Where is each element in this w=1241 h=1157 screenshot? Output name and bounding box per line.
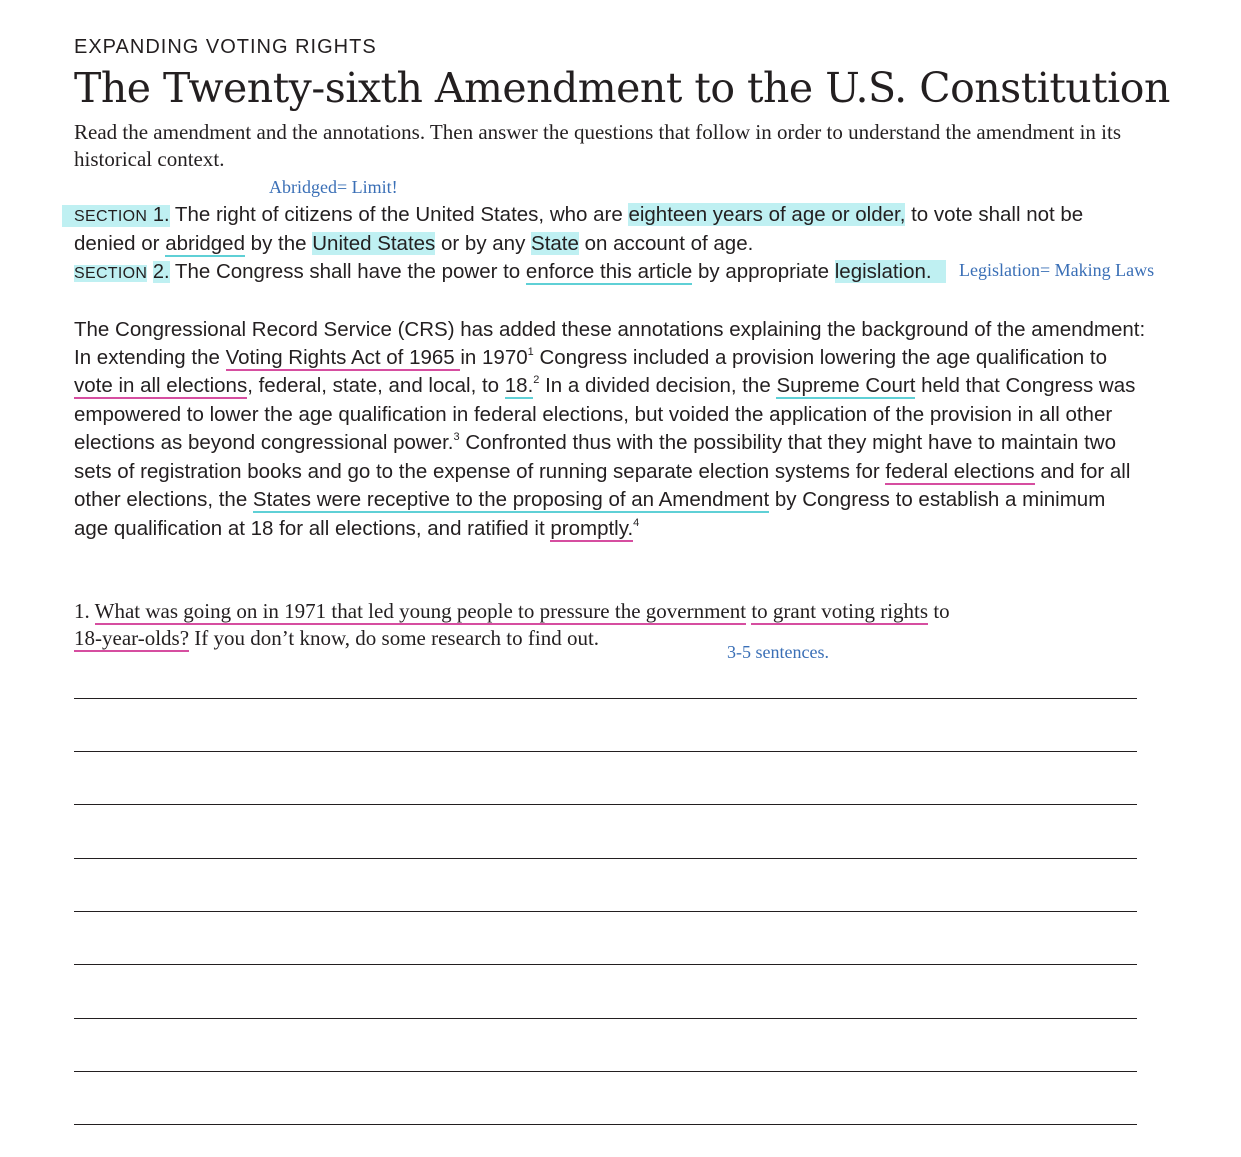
section-2-label: SECTION (74, 265, 148, 282)
section-1-number: 1. (152, 204, 170, 226)
crs-text: other elections, the (74, 488, 253, 511)
underline-enforce: enforce this article (525, 260, 693, 283)
question-number: 1. (74, 599, 95, 623)
section-2-text-b: by appropriate (692, 260, 835, 283)
question-1-line-2 (74, 625, 599, 652)
section-2-line (74, 258, 946, 288)
text-or-by-any: or by any (435, 232, 532, 255)
underline-voting-rights-act: Voting Rights Act of 1965 (225, 346, 461, 369)
answer-line[interactable] (74, 1071, 1137, 1072)
crs-line-1: The Congressional Record Service (CRS) has added these annotations explaining the background of the amendment: (74, 318, 1146, 341)
section-1-text-end: to vote shall not be (905, 203, 1084, 226)
section-1-text: The right of citizens of the United States, who are (169, 203, 629, 226)
section-1-line-2 (74, 230, 753, 258)
crs-text: and for all (1034, 460, 1131, 483)
highlight-legislation: legislation. (835, 260, 946, 283)
crs-line-5 (74, 429, 1116, 457)
underline-18: 18. (504, 374, 534, 397)
question-text: to (928, 599, 950, 623)
note-sentences: 3-5 sentences. (727, 642, 829, 662)
question-text: If you don’t know, do some research to find out. (189, 626, 600, 650)
footnote-2: 2 (533, 374, 540, 386)
crs-line-7 (74, 486, 1105, 514)
page-title: The Twenty-sixth Amendment to the U.S. Constitution (74, 64, 1170, 112)
answer-line[interactable] (74, 1018, 1137, 1019)
answer-line[interactable] (74, 1124, 1137, 1125)
crs-text: in 1970 (460, 346, 528, 369)
underline-promptly: promptly. (550, 517, 634, 540)
footnote-1: 1 (527, 346, 534, 358)
answer-line[interactable] (74, 698, 1137, 699)
crs-text: In extending the (74, 346, 226, 369)
text-by-the: by the (244, 232, 313, 255)
section-kicker: EXPANDING VOTING RIGHTS (74, 36, 377, 58)
answer-line[interactable] (74, 751, 1137, 752)
underline-question-a: What was going on in 1971 that led young people to pressure the government (94, 599, 747, 623)
footnote-3: 3 (453, 431, 460, 443)
note-abridged: Abridged= Limit! (269, 177, 398, 197)
question-1-line-1 (74, 598, 950, 625)
answer-line[interactable] (74, 911, 1137, 912)
crs-line-2 (74, 344, 1107, 372)
section-1-label: SECTION (74, 208, 148, 225)
highlight-state: State (531, 232, 579, 255)
section-2-text: The Congress shall have the power to (169, 260, 526, 283)
section-2-number: 2. (152, 261, 170, 283)
answer-line[interactable] (74, 804, 1137, 805)
text-denied: denied or (74, 232, 166, 255)
answer-line[interactable] (74, 964, 1137, 965)
crs-text: Confronted thus with the possibility that they might have to maintain two (459, 431, 1116, 454)
crs-line-4: empowered to lower the age qualification in federal elections, but voided the application of the provision in all other (74, 403, 1113, 426)
underline-18-year-olds: 18-year-olds? (74, 626, 190, 650)
underline-federal-elections: federal elections (885, 460, 1035, 483)
crs-text: by Congress to establish a minimum (769, 488, 1106, 511)
crs-text: sets of registration books and go to the expense of running separate election systems for (74, 460, 886, 483)
crs-text: In a divided decision, the (539, 374, 777, 397)
crs-line-8 (74, 515, 639, 543)
underline-abridged: abridged (165, 232, 245, 255)
highlight-eighteen: eighteen years of age or older, (628, 203, 906, 226)
crs-text: , federal, state, and local, to (247, 374, 505, 397)
crs-text: Congress included a provision lowering the age qualification to (533, 346, 1107, 369)
crs-text: age qualification at 18 for all elections, and ratified it (74, 517, 551, 540)
crs-line-6 (74, 458, 1130, 486)
underline-question-c: to grant voting rights (751, 599, 929, 623)
section-1-line-1 (74, 201, 1083, 231)
crs-text: held that Congress was (915, 374, 1136, 397)
highlight-united-states: United States (312, 232, 436, 255)
footnote-4: 4 (633, 517, 640, 529)
underline-states-receptive: States were receptive to the proposing of an Amendment (252, 488, 770, 511)
underline-supreme-court: Supreme Court (776, 374, 916, 397)
crs-line-3 (74, 372, 1135, 400)
instructions: Read the amendment and the annotations. Then answer the questions that follow in order to understand the amendment in its historical context. (74, 120, 1122, 171)
text-on-account: on account of age. (578, 232, 754, 255)
note-legislation: Legislation= Making Laws (959, 260, 1155, 280)
underline-vote-in-all: vote in all elections (74, 374, 248, 397)
crs-text: elections as beyond congressional power. (74, 431, 454, 454)
answer-line[interactable] (74, 858, 1137, 859)
